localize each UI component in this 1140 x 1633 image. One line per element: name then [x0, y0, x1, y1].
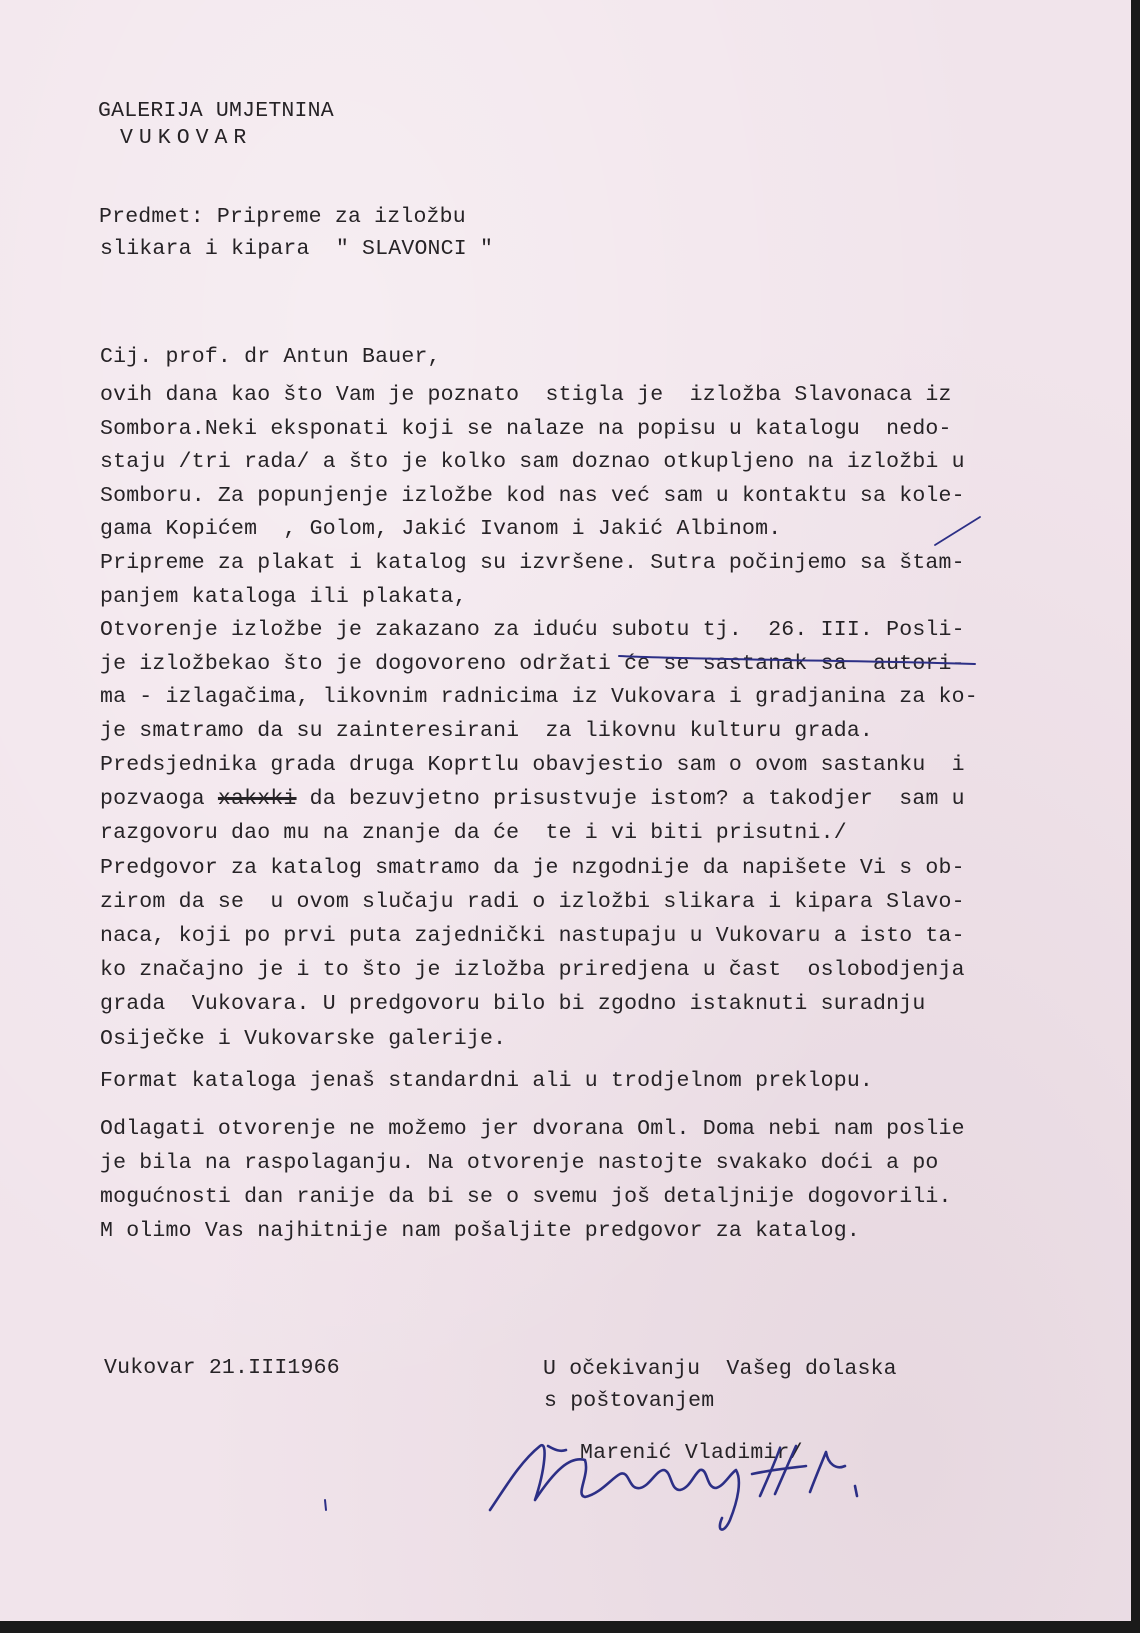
body-line: Predsjednika grada druga Koprtlu obavjestio sam o ovom sastanku i	[100, 753, 965, 777]
body-line-with-strikeout	[100, 787, 965, 811]
subject-line-2: slikara i kipara " SLAVONCI "	[100, 237, 494, 261]
body-line: Somboru. Za popunjenje izložbe kod nas već sam u kontaktu sa kole-	[100, 484, 965, 508]
pen-small-mark	[325, 1500, 326, 1510]
body-line: Pripreme za plakat i katalog su izvršene. Sutra počinjemo sa štam-	[100, 551, 965, 575]
body-line: mogućnosti dan ranije da bi se o svemu još detaljnije dogovorili.	[100, 1185, 952, 1209]
body-line: je bila na raspolaganju. Na otvorenje nastojte svakako doći a po	[100, 1151, 939, 1175]
body-line: ma - izlagačima, likovnim radnicima iz Vukovara i gradjanina za ko-	[100, 685, 978, 709]
pen-tick-mark	[935, 517, 980, 545]
struck-out-word: xakxki	[217, 787, 297, 811]
body-line: Sombora.Neki eksponati koji se nalaze na popisu u katalogu nedo-	[100, 417, 952, 441]
body-line: M olimo Vas najhitnije nam pošaljite predgovor za katalog.	[100, 1219, 860, 1243]
body-line: Format kataloga jenaš standardni ali u trodjelnom preklopu.	[100, 1069, 874, 1093]
body-line: ovih dana kao što Vam je poznato stigla je izložba Slavonaca iz	[100, 383, 952, 407]
salutation: Cij. prof. dr Antun Bauer,	[100, 345, 441, 369]
body-line: staju /tri rada/ a što je kolko sam doznao otkupljeno na izložbi u	[100, 450, 965, 474]
body-line: razgovoru dao mu na znanje da će te i vi biti prisutni./	[100, 821, 847, 845]
body-line: naca, koji po prvi puta zajednički nastupaju u Vukovaru a isto ta-	[100, 924, 965, 948]
body-line: zirom da se u ovom slučaju radi o izložbi slikara i kipara Slavo-	[100, 890, 965, 914]
closing-line-2: s poštovanjem	[544, 1389, 715, 1413]
body-line: gama Kopićem , Golom, Jakić Ivanom i Jakić Albinom.	[100, 517, 782, 541]
body-line: je smatramo da su zainteresirani za likovnu kulturu grada.	[100, 719, 874, 743]
body-line: je izložbekao što je dogovoreno održati će se sastanak sa autori-	[100, 652, 965, 676]
body-text: da bezuvjetno prisustvuje istom? a takodjer sam u	[296, 787, 965, 811]
body-line: Predgovor za katalog smatramo da je nzgodnije da napišete Vi s ob-	[100, 856, 965, 880]
letterhead-name: GALERIJA UMJETNINA	[98, 99, 334, 123]
closing-line-1: U očekivanju Vašeg dolaska	[543, 1357, 897, 1381]
body-text: pozvaoga	[100, 787, 218, 811]
body-line: ko značajno je i to što je izložba priredjena u čast oslobodjenja	[100, 958, 965, 982]
subject-line-1: Predmet: Pripreme za izložbu	[99, 205, 466, 229]
body-line: Odlagati otvorenje ne možemo jer dvorana Oml. Doma nebi nam poslie	[100, 1117, 965, 1141]
typed-signatory-name: Marenić Vladimir/	[580, 1441, 803, 1465]
letterhead-city: VUKOVAR	[120, 126, 253, 150]
body-line: panjem kataloga ili plakata,	[100, 585, 467, 609]
body-line: Otvorenje izložbe je zakazano za iduću subotu tj. 26. III. Posli-	[100, 618, 965, 642]
date-line: Vukovar 21.III1966	[104, 1356, 340, 1380]
body-line: grada Vukovara. U predgovoru bilo bi zgodno istaknuti suradnju	[100, 992, 926, 1016]
body-line: Osiječke i Vukovarske galerije.	[100, 1027, 507, 1051]
